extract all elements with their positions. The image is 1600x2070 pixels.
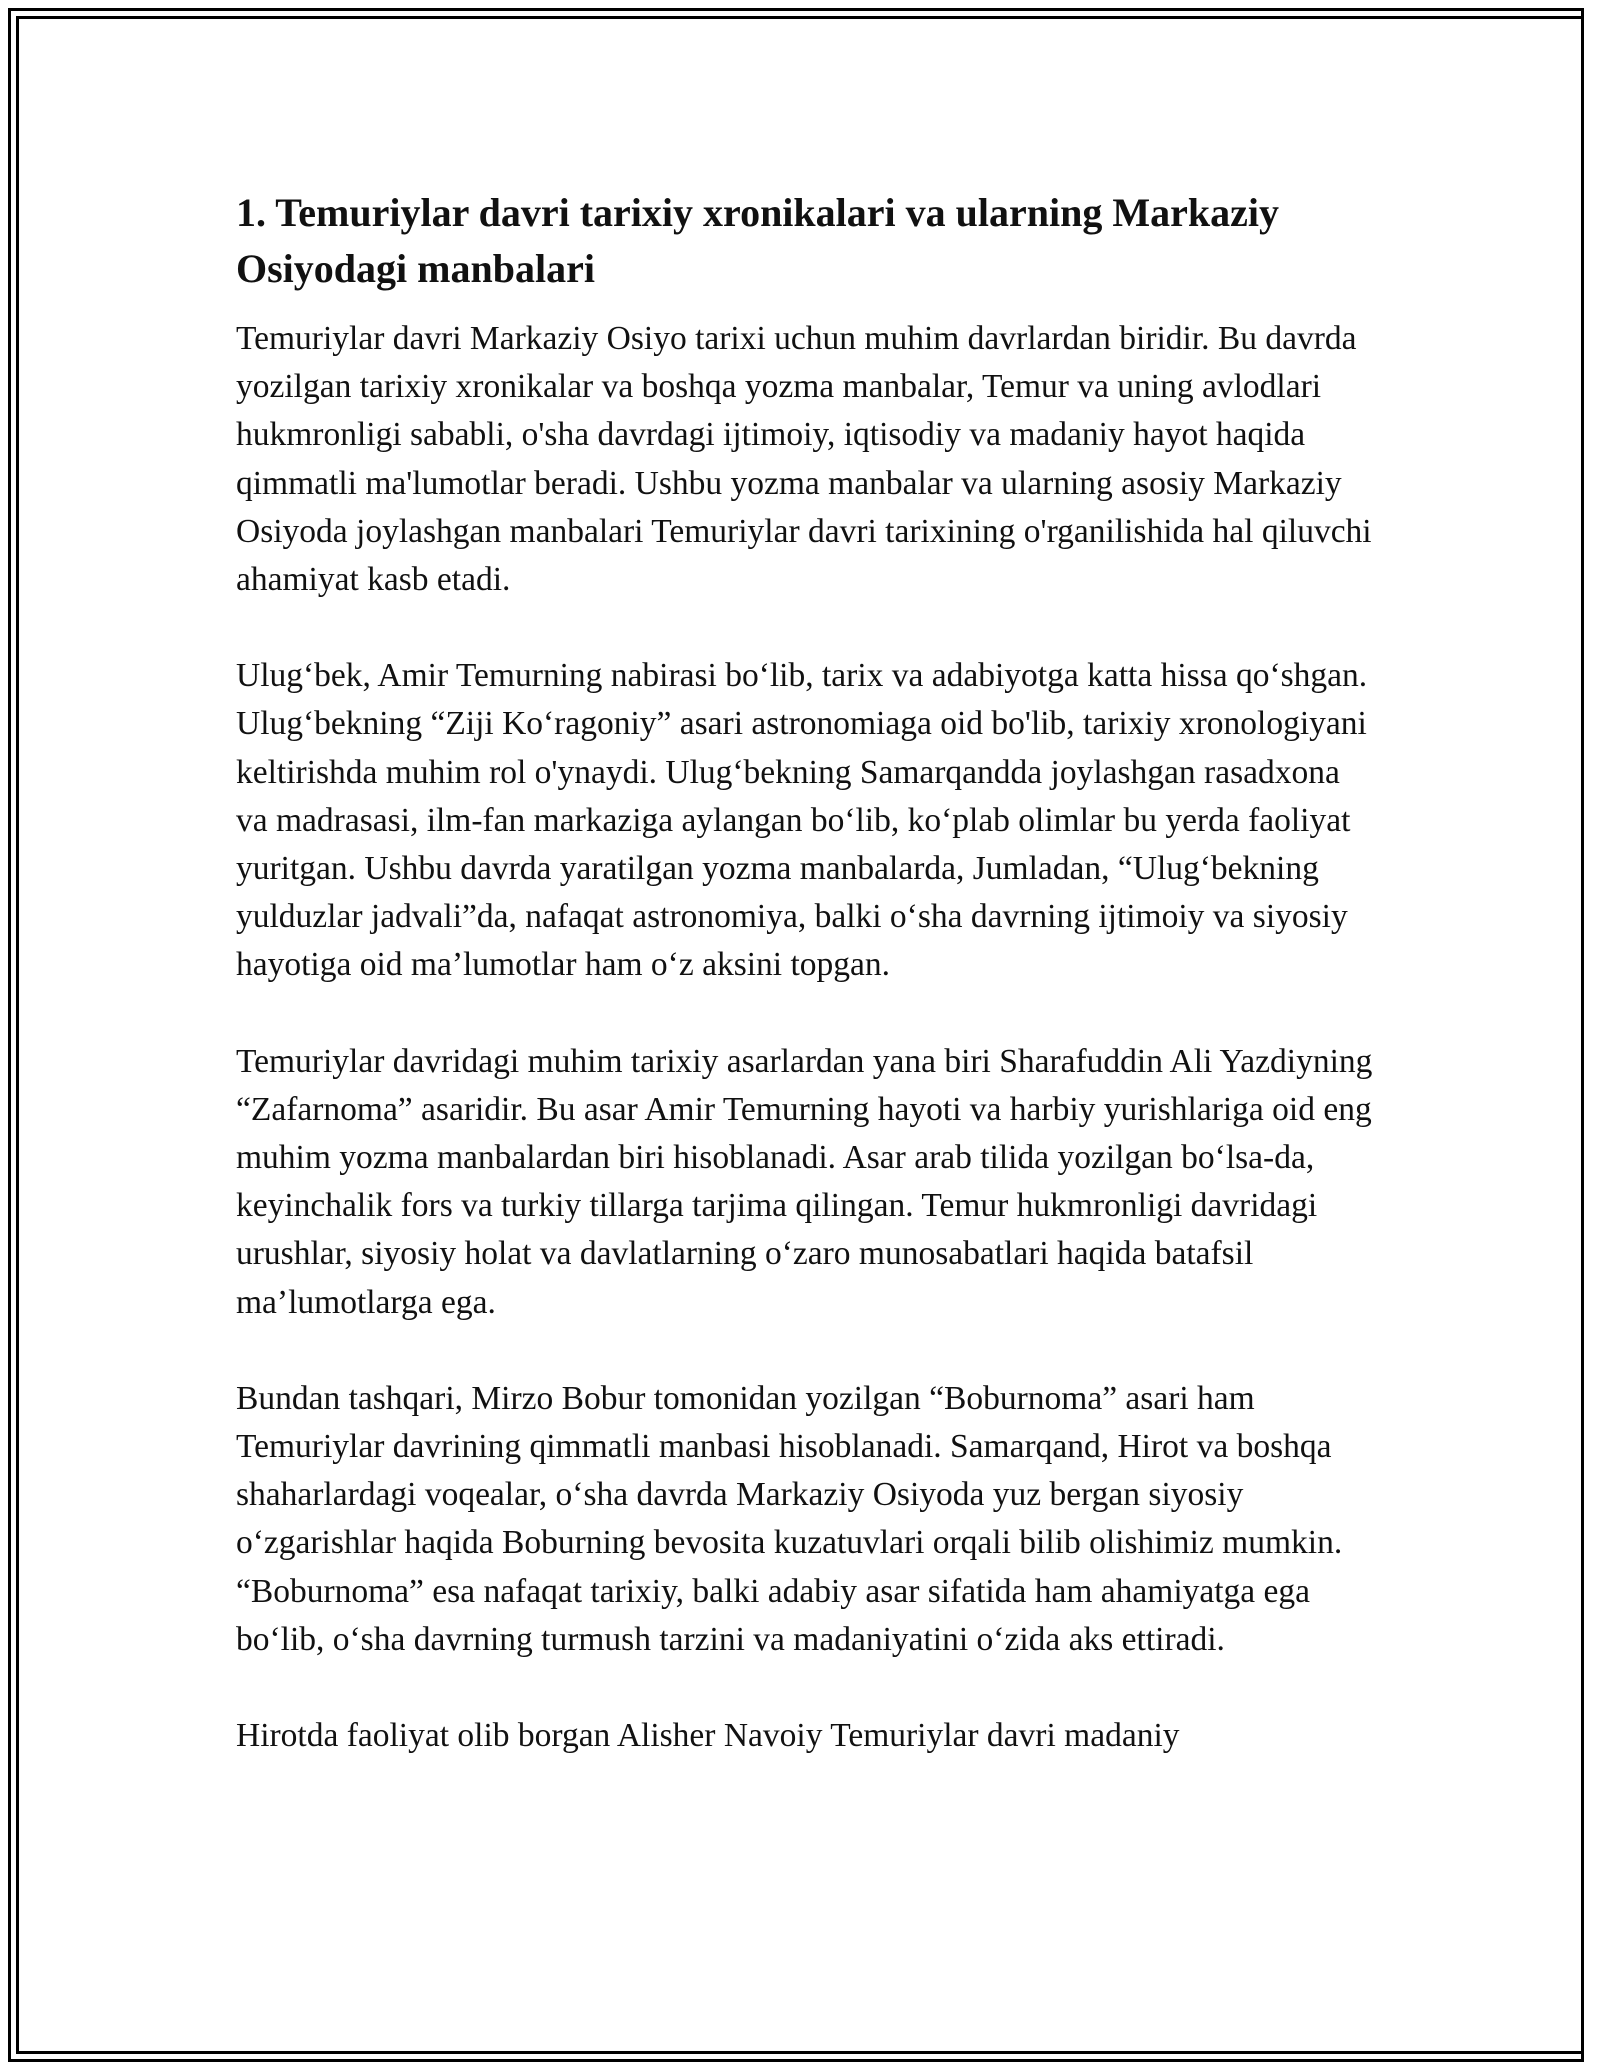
document-body xyxy=(236,185,1376,1808)
paragraph-boburnoma: Bundan tashqari, Mirzo Bobur tomonidan yozilgan “Boburnoma” asari ham Temuriylar davrining qimmatli manbasi hisoblanadi. Samarqand, Hirot va boshqa shaharlardagi voqealar, o‘sha davrda Markaziy Osiyoda yuz bergan siyosiy o‘zgarishlar haqida Boburning bevosita kuzatuvlari orqali bilib olishimiz mumkin. “Boburnoma” esa nafaqat tarixiy, balki adabiy asar sifatida ham ahamiyatga ega bo‘lib, o‘sha davrning turmush tarzini va madaniyatini o‘zida aks ettiradi. xyxy=(236,1379,1343,1658)
paragraph-zafarnoma: Temuriylar davridagi muhim tarixiy asarlardan yana biri Sharafuddin Ali Yazdiyning “Zafarnoma” asaridir. Bu asar Amir Temurning hayoti va harbiy yurishlariga oid eng muhim yozma manbalardan biri hisoblanadi. Asar arab tilida yozilgan bo‘lsa-da, keyinchalik fors va turkiy tillarga tarjima qilingan. Temur hukmronligi davridagi urushlar, siyosiy holat va davlatlarning o‘zaro munosabatlari haqida batafsil ma’lumotlarga ega. xyxy=(236,1042,1373,1321)
section-heading: 1. Temuriylar davri tarixiy xronikalari va ularning Markaziy Osiyodagi manbalari xyxy=(236,190,1279,291)
paragraph-ulugbek: Ulug‘bek, Amir Temurning nabirasi bo‘lib, tarix va adabiyotga katta hissa qo‘shgan. Ulug‘bekning “Ziji Ko‘ragoniy” asari astronomiaga oid bo'lib, tarixiy xronologiyani keltirishda muhim rol o'ynaydi. Ulug‘bekning Samarqandda joylashgan rasadxona va madrasasi, ilm-fan markaziga aylangan bo‘lib, ko‘plab olimlar bu yerda faoliyat yuritgan. Ushbu davrda yaratilgan yozma manbalarda, Jumladan, “Ulug‘bekning yulduzlar jadvali”da, nafaqat astronomiya, balki o‘sha davrning ijtimoiy va siyosiy hayotiga oid ma’lumotlar ham o‘z aksini topgan. xyxy=(236,657,1368,984)
paragraph-navoiy: Hirotda faoliyat olib borgan Alisher Navoiy Temuriylar davri madaniy xyxy=(236,1717,1180,1755)
paragraph-intro: Temuriylar davri Markaziy Osiyo tarixi uchun muhim davrlardan biridir. Bu davrda yozilgan tarixiy xronikalar va boshqa yozma manbalar, Temur va uning avlodlari hukmronligi sababli, o'sha davrdagi ijtimoiy, iqtisodiy va madaniy hayot haqida qimmatli ma'lumotlar beradi. Ushbu yozma manbalar va ularning asosiy Markaziy Osiyoda joylashgan manbalari Temuriylar davri tarixining o'rganilishida hal qiluvchi ahamiyat kasb etadi. xyxy=(236,320,1372,599)
